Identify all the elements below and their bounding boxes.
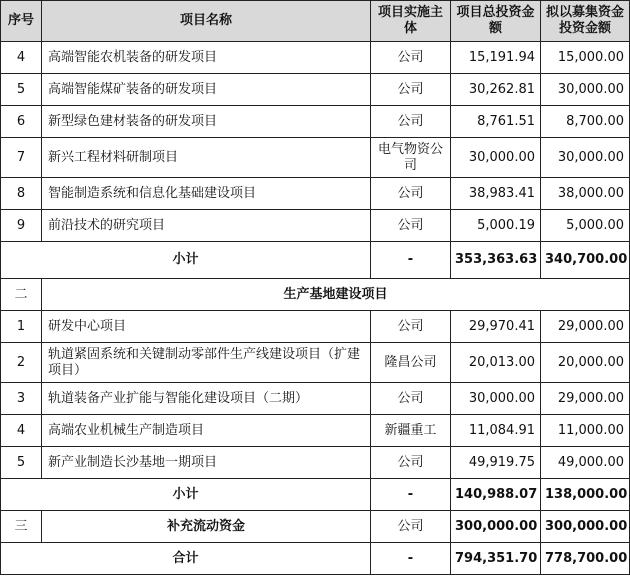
row-entity: 公司 <box>371 106 451 138</box>
header-index: 序号 <box>1 1 42 42</box>
table-row <box>1 138 630 178</box>
row-total: 300,000.00 <box>451 511 541 543</box>
row-entity: 公司 <box>371 74 451 106</box>
row-index: 1 <box>1 311 42 343</box>
table-row <box>1 210 630 242</box>
row-entity: 公司 <box>371 511 451 543</box>
row-index: 3 <box>1 383 42 415</box>
row-raise: 11,000.00 <box>541 415 630 447</box>
row-total: 11,084.91 <box>451 415 541 447</box>
row-index: 2 <box>1 343 42 383</box>
section-index: 三 <box>1 511 42 543</box>
subtotal-row <box>1 479 630 511</box>
row-total: 8,761.51 <box>451 106 541 138</box>
row-entity: 公司 <box>371 383 451 415</box>
row-index: 9 <box>1 210 42 242</box>
subtotal-raise: 138,000.00 <box>541 479 630 511</box>
table-row <box>1 343 630 383</box>
table-row <box>1 447 630 479</box>
row-raise: 30,000.00 <box>541 74 630 106</box>
row-project-name: 新型绿色建材装备的研发项目 <box>42 106 371 138</box>
row-total: 38,983.41 <box>451 178 541 210</box>
row-total: 49,919.75 <box>451 447 541 479</box>
grand-total-label: 合计 <box>1 543 371 575</box>
table-row <box>1 178 630 210</box>
section-title: 补充流动资金 <box>42 511 371 543</box>
row-index: 4 <box>1 42 42 74</box>
section-row-working-capital <box>1 511 630 543</box>
row-entity: 公司 <box>371 178 451 210</box>
row-raise: 8,700.00 <box>541 106 630 138</box>
row-total: 29,970.41 <box>451 311 541 343</box>
table-row <box>1 415 630 447</box>
row-raise: 38,000.00 <box>541 178 630 210</box>
row-raise: 49,000.00 <box>541 447 630 479</box>
row-raise: 20,000.00 <box>541 343 630 383</box>
table-row <box>1 383 630 415</box>
table-row <box>1 106 630 138</box>
row-project-name: 智能制造系统和信息化基础建设项目 <box>42 178 371 210</box>
row-project-name: 高端智能农机装备的研发项目 <box>42 42 371 74</box>
grand-total-entity: - <box>371 543 451 575</box>
grand-total-raise: 778,700.00 <box>541 543 630 575</box>
row-index: 4 <box>1 415 42 447</box>
row-index: 6 <box>1 106 42 138</box>
row-entity: 隆昌公司 <box>371 343 451 383</box>
header-row <box>1 1 630 42</box>
row-project-name: 新兴工程材料研制项目 <box>42 138 371 178</box>
subtotal-label: 小计 <box>1 242 371 279</box>
row-raise: 300,000.00 <box>541 511 630 543</box>
row-project-name: 高端智能煤矿装备的研发项目 <box>42 74 371 106</box>
row-entity: 公司 <box>371 210 451 242</box>
section-header-row <box>1 279 630 311</box>
row-raise: 30,000.00 <box>541 138 630 178</box>
row-raise: 5,000.00 <box>541 210 630 242</box>
header-raise: 拟以募集资金投资金额 <box>541 1 630 42</box>
subtotal-raise: 340,700.00 <box>541 242 630 279</box>
header-name: 项目名称 <box>42 1 371 42</box>
row-index: 8 <box>1 178 42 210</box>
row-project-name: 前沿技术的研究项目 <box>42 210 371 242</box>
row-project-name: 高端农业机械生产制造项目 <box>42 415 371 447</box>
subtotal-total: 140,988.07 <box>451 479 541 511</box>
section-title: 生产基地建设项目 <box>42 279 630 311</box>
row-project-name: 轨道紧固系统和关键制动零部件生产线建设项目（扩建项目） <box>42 343 371 383</box>
row-raise: 15,000.00 <box>541 42 630 74</box>
subtotal-entity: - <box>371 242 451 279</box>
row-total: 30,000.00 <box>451 383 541 415</box>
row-total: 5,000.19 <box>451 210 541 242</box>
header-entity: 项目实施主体 <box>371 1 451 42</box>
row-entity: 新疆重工 <box>371 415 451 447</box>
row-entity: 公司 <box>371 447 451 479</box>
row-entity: 公司 <box>371 42 451 74</box>
subtotal-label: 小计 <box>1 479 371 511</box>
subtotal-total: 353,363.63 <box>451 242 541 279</box>
row-entity: 公司 <box>371 311 451 343</box>
row-total: 30,000.00 <box>451 138 541 178</box>
section-index: 二 <box>1 279 42 311</box>
row-raise: 29,000.00 <box>541 383 630 415</box>
table-row <box>1 42 630 74</box>
grand-total-row <box>1 543 630 575</box>
table-row <box>1 74 630 106</box>
subtotal-entity: - <box>371 479 451 511</box>
row-project-name: 轨道装备产业扩能与智能化建设项目（二期） <box>42 383 371 415</box>
table-row <box>1 311 630 343</box>
row-index: 5 <box>1 447 42 479</box>
row-total: 20,013.00 <box>451 343 541 383</box>
row-project-name: 新产业制造长沙基地一期项目 <box>42 447 371 479</box>
grand-total-total: 794,351.70 <box>451 543 541 575</box>
row-entity: 电气物资公司 <box>371 138 451 178</box>
row-total: 30,262.81 <box>451 74 541 106</box>
header-total: 项目总投资金额 <box>451 1 541 42</box>
row-index: 5 <box>1 74 42 106</box>
subtotal-row <box>1 242 630 279</box>
row-project-name: 研发中心项目 <box>42 311 371 343</box>
row-raise: 29,000.00 <box>541 311 630 343</box>
row-total: 15,191.94 <box>451 42 541 74</box>
row-index: 7 <box>1 138 42 178</box>
